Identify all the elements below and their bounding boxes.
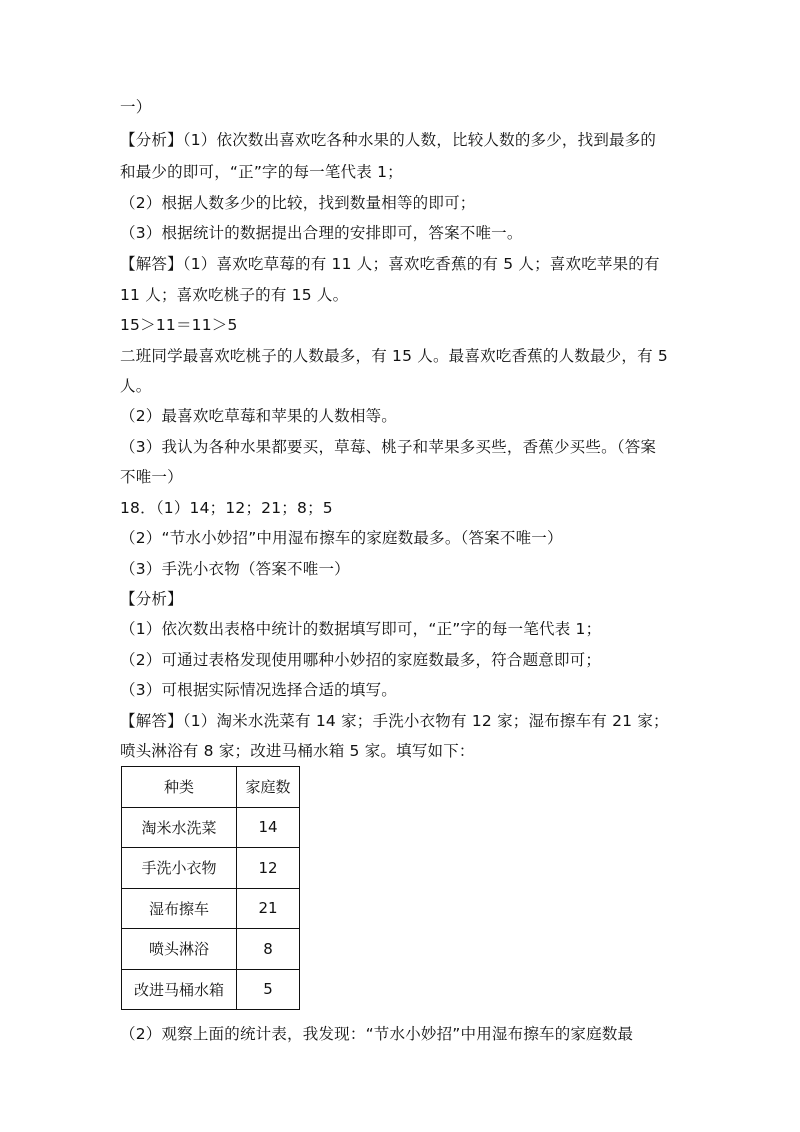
table-cell-type: 手洗小衣物 xyxy=(122,848,237,889)
text-line: 二班同学最喜欢吃桃子的人数最多，有 15 人。最喜欢吃香蕉的人数最少，有 5 xyxy=(120,347,668,365)
table-row xyxy=(122,929,300,970)
table-cell-count: 21 xyxy=(237,888,300,929)
text-line: （3）我认为各种水果都要买，草莓、桃子和苹果多买些，香蕉少买些。（答案 xyxy=(120,438,657,456)
table-cell-type: 喷头淋浴 xyxy=(122,929,237,970)
text-line: （2）可通过表格发现使用哪种小妙招的家庭数最多，符合题意即可； xyxy=(120,651,602,669)
table-row xyxy=(122,848,300,889)
text-line: （2）观察上面的统计表，我发现：“节水小妙招”中用湿布擦车的家庭数最 xyxy=(120,1025,634,1043)
table-header-row xyxy=(122,767,300,808)
text-line: （2）“节水小妙招”中用湿布擦车的家庭数最多。（答案不唯一） xyxy=(120,529,563,547)
text-line: 【解答】（1）喜欢吃草莓的有 11 人；喜欢吃香蕉的有 5 人；喜欢吃苹果的有 xyxy=(120,255,660,273)
table-cell-count: 5 xyxy=(237,969,300,1010)
table-cell-type: 湿布擦车 xyxy=(122,888,237,929)
text-line: （3）根据统计的数据提出合理的安排即可，答案不唯一。 xyxy=(120,224,523,242)
table-row xyxy=(122,888,300,929)
text-line: 【解答】（1）淘米水洗菜有 14 家；手洗小衣物有 12 家；湿布擦车有 21 家； xyxy=(120,712,669,730)
table-cell-count: 8 xyxy=(237,929,300,970)
text-line: 11 人；喜欢吃桃子的有 15 人。 xyxy=(120,286,349,304)
text-line: 15＞11＝11＞5 xyxy=(120,316,238,334)
table-cell-count: 12 xyxy=(237,848,300,889)
text-line: （2）最喜欢吃草莓和苹果的人数相等。 xyxy=(120,407,397,425)
text-line: （1）依次数出表格中统计的数据填写即可，“正”字的每一笔代表 1； xyxy=(120,620,602,638)
text-line: （3）可根据实际情况选择合适的填写。 xyxy=(120,681,397,699)
table-row xyxy=(122,969,300,1010)
text-line: 不唯一） xyxy=(120,468,183,486)
table-cell-type: 改进马桶水箱 xyxy=(122,969,237,1010)
text-line: 【分析】（1）依次数出喜欢吃各种水果的人数，比较人数的多少，找到最多的 xyxy=(120,131,657,149)
table-row xyxy=(122,807,300,848)
text-line: 18．（1）14；12；21；8；5 xyxy=(120,499,333,517)
text-line: （3）手洗小衣物（答案不唯一） xyxy=(120,560,350,578)
column-header-count: 家庭数 xyxy=(237,767,300,808)
text-line: 和最少的即可，“正”字的每一笔代表 1； xyxy=(120,163,403,181)
text-line: 喷头淋浴有 8 家；改进马桶水箱 5 家。填写如下： xyxy=(120,742,475,760)
table-cell-type: 淘米水洗菜 xyxy=(122,807,237,848)
text-line: 人。 xyxy=(120,377,152,395)
text-line: 一） xyxy=(120,98,152,116)
column-header-type: 种类 xyxy=(122,767,237,808)
table-cell-count: 14 xyxy=(237,807,300,848)
text-line: 【分析】 xyxy=(120,590,183,608)
statistics-table xyxy=(121,766,300,1010)
text-line: （2）根据人数多少的比较，找到数量相等的即可； xyxy=(120,194,476,212)
